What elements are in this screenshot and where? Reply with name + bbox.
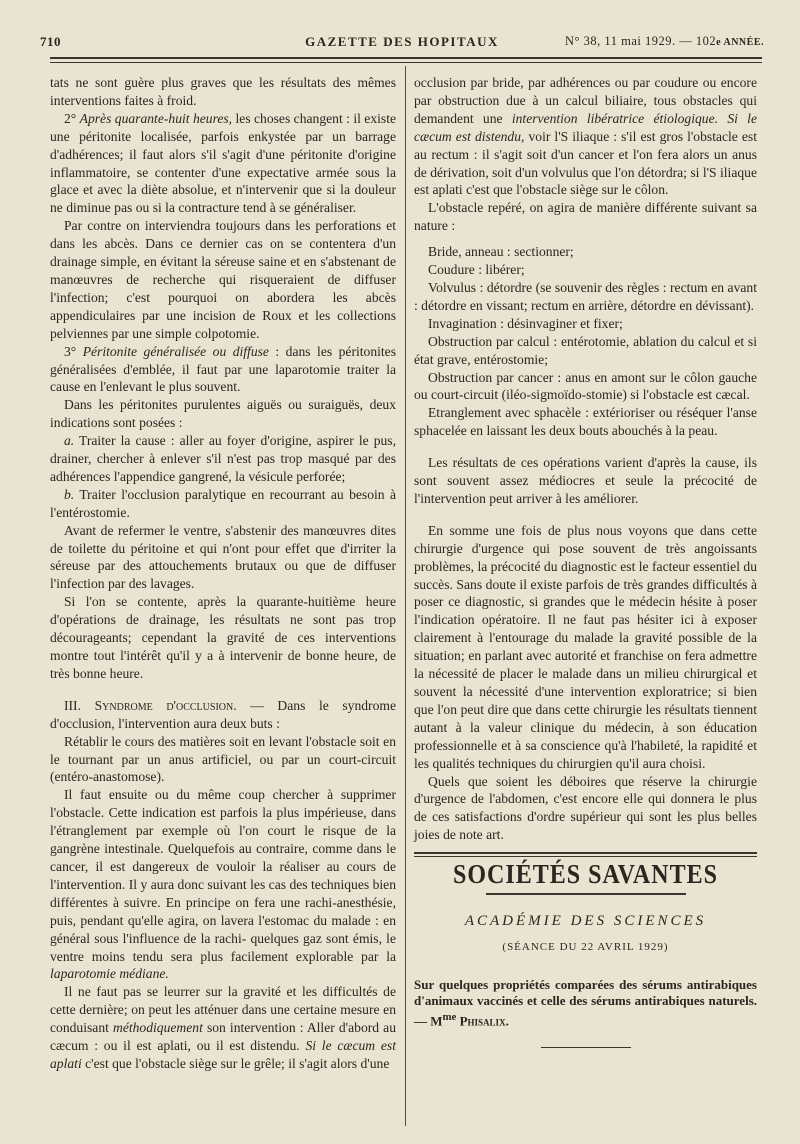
issue-year: e ANNÉE. xyxy=(716,37,764,48)
list-item: Coudure : libérer; xyxy=(428,262,525,278)
paragraph: Rétablir le cours des matières soit en levant l'obstacle soit en le tournant par un anus artificiel, ou par un court-circuit (entéro-anastomose). xyxy=(50,733,396,785)
header-rule xyxy=(50,57,762,59)
paragraph: L'obstacle repéré, on agira de manière différente suivant sa nature : xyxy=(414,200,757,234)
column-divider xyxy=(405,66,406,1126)
paragraph: Il faut ensuite ou du même coup chercher à supprimer l'obstacle. Cette indication est parfois la plus impérieuse, dans l'étranglement par exemple où l'on court le risque de la gangrène intestinale. Quelquefois au contraire, comme dans le cancer, il est dangereux de vouloir la réaliser au cours de l'intervention. Il y aura donc suivant les cas des techniques bien différentes à suivre. En principe on fera une rachi-anesthésie, puis, pendant qu'elle agira, on lavera l'estomac du malade : en général sous l'influence de la rachi- quelques gaz sont émis, le ventre moins tendu sera plus facilement explorable par la laparotomie médiane. xyxy=(50,787,396,982)
academy-heading: ACADÉMIE DES SCIENCES xyxy=(464,913,707,930)
list-item: Volvulus : détordre (se souvenir des règles : rectum en avant : détordre en vissant; rectum en arrière, détordre en dévissant). xyxy=(414,279,757,313)
end-rule xyxy=(541,1047,631,1048)
issue-date: N° 38, 11 mai 1929. — 102 xyxy=(565,34,717,48)
paragraph: 3° Péritonite généralisée ou diffuse : dans les péritonites généralisées d'emblée, il faut par une laparotomie traiter la cause en l'enlevant le plus souvent. xyxy=(50,343,396,395)
spacer xyxy=(414,440,757,454)
paragraph: Les résultats de ces opérations varient d'après la cause, ils sont souvent assez médiocres et seule la précocité de l'intervention peut arriver à les améliorer. xyxy=(414,455,757,506)
paragraph: En somme une fois de plus nous voyons que dans cette chirurgie d'urgence qui pose souvent de très angoissants problèmes, la précocité du diagnostic est le facteur essentiel du succès. Sans doute il existe parfois de très grandes difficultés à poser ce diagnostic, si grandes que le médecin hésite à poser l'indication opératoire. Il ne faut pas hésiter ici à exposer clairement à l'entourage du malade la gravité possible de la situation; en parlant avec autorité et franchise on fera admettre la nécessité de placer le malade dans un milieu chirurgical et souvent la nécessité d'une intervention exploratrice; si bien que l'on peut dire que dans cette chirurgie les résultats tiennent autant à la valeur clinique du médecin, à son éducation professionnelle et à sa conscience qu'à l'habileté, la rapidité et les qualités techniques du chirurgien qu'il aura choisi. xyxy=(414,522,757,771)
paragraph: a. Traiter la cause : aller au foyer d'origine, aspirer le pus, drainer, chercher à enlever s'il n'est pas trop masqué par des adhérences l'appendice gangrené, la vésicule perforée; xyxy=(50,433,396,484)
section-title-rule xyxy=(486,893,686,895)
spacer xyxy=(414,235,757,243)
paragraph: 2° Après quarante-huit heures, les choses changent : il existe une péritonite localisée, parfois enkystée par un barrage d'adhérences; il faut alors s'il s'agit d'une péritonite d'origine inflammatoire, se contenter d'une expectative armée sous la glace et avec la diète absolue, et n'intervenir que si la douleur ne diminue pas ou si la contracture tend à se généraliser. xyxy=(50,110,397,216)
paragraph: Dans les péritonites purulentes aiguës ou suraiguës, deux indications sont posées : xyxy=(50,397,396,431)
paragraph: Si l'on se contente, après la quarante-huitième heure d'opérations de drainage, les résultats ne sont pas trop décourageants; cependant la gravité de ces interventions montre tout l'intérêt qu'il y a à intervenir de bonne heure, de très bonne heure. xyxy=(50,594,396,681)
paragraph: b. Traiter l'occlusion paralytique en recourrant au besoin à l'entérostomie. xyxy=(50,486,396,520)
list-item: Obstruction par cancer : anus en amont sur le côlon gauche ou court-circuit (iléo-sigmoïdo-stomie) si l'obstacle est cæcal. xyxy=(414,369,757,403)
page-number: 710 xyxy=(40,34,61,49)
journal-title: GAZETTE DES HOPITAUX xyxy=(305,34,499,49)
issue-info xyxy=(565,34,764,49)
paragraph: Par contre on interviendra toujours dans les perforations et dans les abcès. Dans ce dernier cas on se contentera d'un drainage simple, en évitant la séreuse saine et en s'abstenant de manœuvres de recherche qui risqueraient de diffuser l'infection; c'est pourquoi on abordera les abcès appendiculaires par une incision de Roux et les collections pelviennes par une simple colpotomie. xyxy=(50,218,396,341)
header-rule-thin xyxy=(50,62,762,63)
section-title: SOCIÉTÉS SAVANTES xyxy=(453,860,718,890)
left-column xyxy=(50,74,396,1073)
spacer xyxy=(50,683,396,697)
list-item: Etranglement avec sphacèle : extérioriser ou réséquer l'anse sphacelée en laissant les deux bouts abouchés à la peau. xyxy=(414,405,757,439)
paragraph: occlusion par bride, par adhérences ou par coudure ou encore par obstruction due à un calcul biliaire, tous obstacles qui demandent une intervention libératrice étiologique. Si le cæcum est distendu, voir l'S iliaque : s'il est gros l'obstacle est au rectum : il s'agit soit d'un cancer et l'on fera alors un anus de dérivation, soit d'un volvulus que l'on détordra; si l'S iliaque est aplati c'est que l'obstacle siège sur le côlon. xyxy=(414,75,757,198)
session-date: (SÉANCE DU 22 AVRIL 1929) xyxy=(502,940,669,953)
section-rule xyxy=(414,852,757,854)
section-rule-thin xyxy=(414,856,757,857)
spacer xyxy=(414,508,757,522)
page-header xyxy=(40,34,764,54)
list-item: Bride, anneau : sectionner; xyxy=(428,244,574,260)
paragraph: Il ne faut pas se leurrer sur la gravité et les difficultés de cette dernière; on peut les atténuer dans une certaine mesure en conduisant méthodiquement son intervention : Aller d'abord au cæcum : ou il est aplati, ou il est distendu. Si le cæcum est aplati c'est que l'obstacle siège sur le grêle; il s'agit alors d'une xyxy=(50,984,396,1071)
paragraph: tats ne sont guère plus graves que les résultats des mêmes interventions faites à froid. xyxy=(50,75,396,108)
paragraph: Quels que soient les déboires que réserve la chirurgie d'urgence de l'abdomen, c'est encore elle qui donnera le plus de ces satisfactions d'ordre supérieur qui sont les plus belles joies de note art. xyxy=(414,773,757,843)
paragraph: Avant de refermer le ventre, s'abstenir des manœuvres dites de toilette du péritoine et qui n'ont pour effet que d'irriter la séreuse par des attouchements brutaux ou que de diffuser l'infection par des lavages. xyxy=(50,522,396,592)
right-column xyxy=(414,74,757,1048)
communication-title: Sur quelques propriétés comparées des sérums antirabiques d'animaux vaccinés et celle des sérums antirabiques naturels. — $M^{me}$ Phisalix. xyxy=(414,976,757,1029)
section-heading-paragraph: III. Syndrome d'occlusion. — Dans le syndrome d'occlusion, l'intervention aura deux buts : xyxy=(50,697,396,731)
list-item: Invagination : désinvaginer et fixer; xyxy=(428,315,623,331)
list-item: Obstruction par calcul : entérotomie, ablation du calcul et si état grave, entérostomie; xyxy=(414,333,757,367)
